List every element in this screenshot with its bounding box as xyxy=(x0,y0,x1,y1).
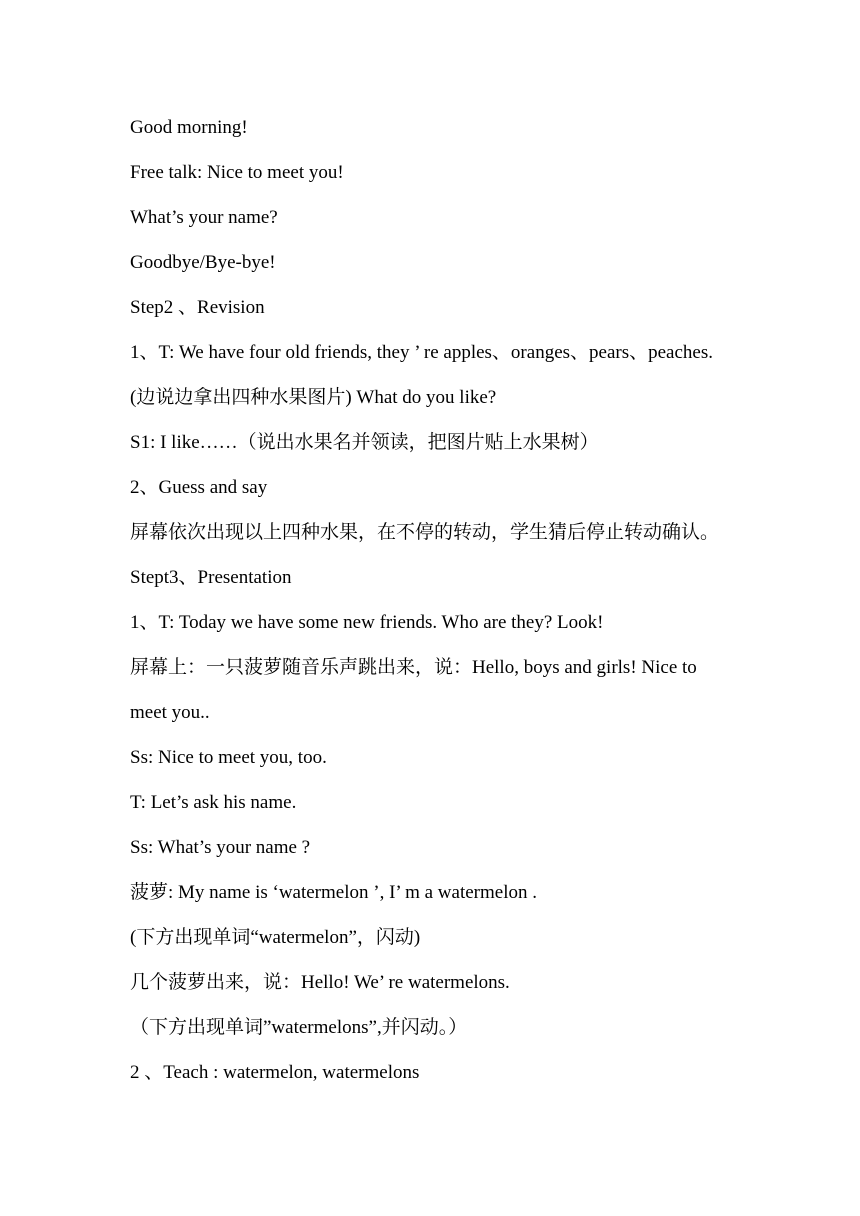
text-line-pineapple-appears: 屏幕上：一只菠萝随音乐声跳出来，说：Hello, boys and girls! Nice to xyxy=(130,657,697,678)
text-line-screen-rotate: 屏幕依次出现以上四种水果，在不停的转动，学生猜后停止转动确认。 xyxy=(130,522,720,543)
text-line-word-watermelon: (下方出现单词“watermelon”，闪动) xyxy=(130,927,421,948)
text-line-s1-like: S1: I like……（说出水果名并领读，把图片贴上水果树） xyxy=(130,432,599,453)
text-line-ss-reply: Ss: Nice to meet you, too. xyxy=(130,747,327,768)
text-line-ask-name: T: Let’s ask his name. xyxy=(130,792,297,813)
text-line-free-talk: Free talk: Nice to meet you! xyxy=(130,162,344,183)
text-line-name-question: What’s your name? xyxy=(130,207,278,228)
text-line-old-friends: 1、T: We have four old friends, they ’ re apples、oranges、pears、peaches. xyxy=(130,342,713,363)
text-line-teach: 2 、Teach : watermelon, watermelons xyxy=(130,1062,420,1083)
text-line-several-pineapples: 几个菠萝出来，说：Hello! We’ re watermelons. xyxy=(130,972,510,993)
text-line-show-pictures: (边说边拿出四种水果图片) What do you like? xyxy=(130,387,497,408)
step2-heading: Step2 、Revision xyxy=(130,297,265,318)
text-line-guess-and-say: 2、Guess and say xyxy=(130,477,268,498)
text-line-meet-you: meet you.. xyxy=(130,702,210,723)
text-line-ss-question: Ss: What’s your name ? xyxy=(130,837,311,858)
text-line-word-watermelons: （下方出现单词”watermelons”,并闪动。） xyxy=(130,1017,468,1038)
text-line-greeting: Good morning! xyxy=(130,117,248,138)
text-line-my-name: 菠萝: My name is ‘watermelon ’, I’ m a watermelon . xyxy=(130,882,537,903)
text-line-new-friends: 1、T: Today we have some new friends. Who are they? Look! xyxy=(130,612,604,633)
step3-heading: Stept3、Presentation xyxy=(130,567,292,588)
document-body xyxy=(130,113,740,1103)
text-line-goodbye: Goodbye/Bye-bye! xyxy=(130,252,276,273)
